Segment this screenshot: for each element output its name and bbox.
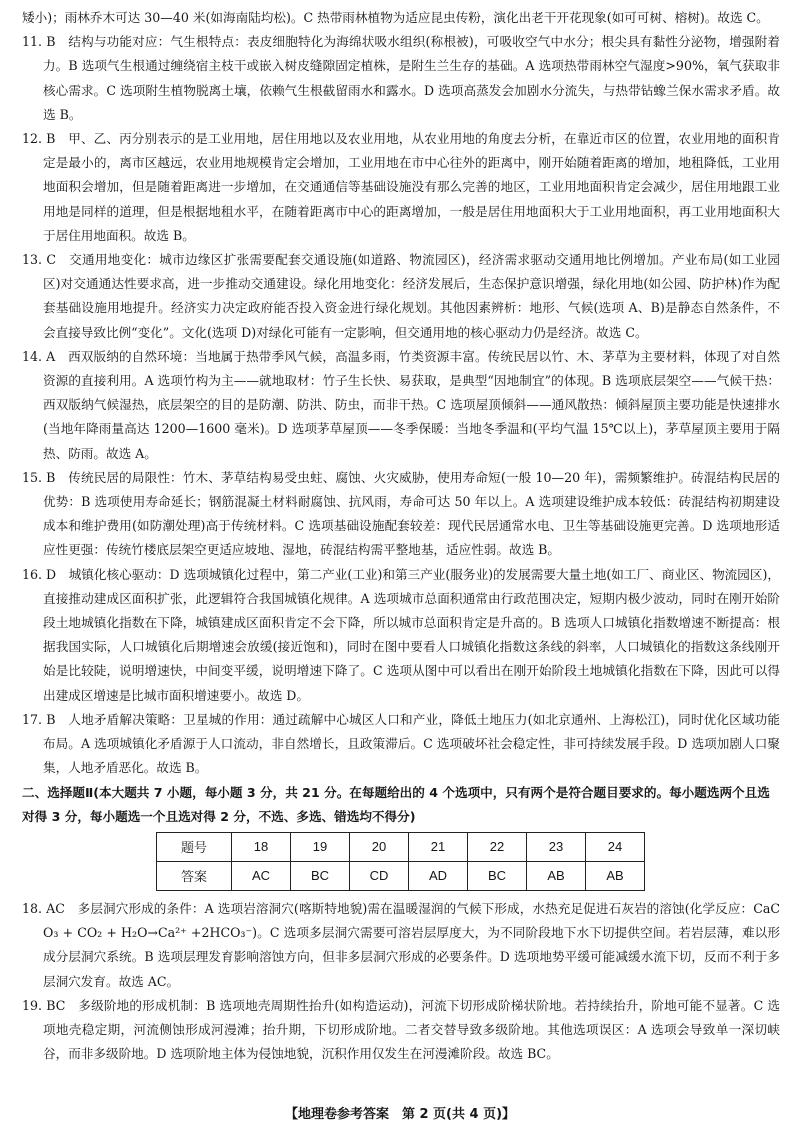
answer-cell: BC: [291, 861, 350, 890]
question-number: 18: [232, 832, 291, 861]
answer-explanation-paragraph: 16. D 城镇化核心驱动：D 选项城镇化过程中，第二产业(工业)和第三产业(服务业)的发展需要大量土地(如工厂、商业区、物流园区)，直接推动建成区面积扩张，此逻辑符合我国城镇化规律。A 选项城市总面积通常由行政范围决定，短期内极少波动，同时在刚开始阶段土地城镇化指数在下降，城镇建成区面积肯定不会下降，所以城市总面积肯定是升高的。B 选项人口城镇化指数增速不断提高：根据我国实际，人口城镇化后期增速会放缓(接近饱和)，同时在图中要看人口城镇化指数这条线的斜率，人口城镇化的指数这条线刚开始是比较陡，说明增速快，中间变平缓，说明增速下降了。C 选项从图中可以看出在刚开始阶段土地城镇化指数在下降，因此可以得出建成区增速是比城市面积增速要小。故选 D。: [22, 566, 780, 703]
question-number: 22: [468, 832, 527, 861]
explanations-part-1: [22, 6, 780, 781]
answer-explanation-paragraph: 12. B 甲、乙、丙分别表示的是工业用地，居住用地以及农业用地，从农业用地的角度去分析，在靠近市区的位置，农业用地的面积肯定是最小的，离市区越远，农业用地规模肯定会增加，工业用地在市中心往外的距离中，刚开始随着距离的增加，地租降低，工业用地面积会增加，但是随着距离进一步增加，在交通通信等基础设施没有那么完善的地区，工业用地面积肯定会减少，居住用地跟工业用地是同样的道理，但是根据地租水平，在随着距离市中心的距离增加，一般是居住用地面积大于工业用地面积，再工业用地面积大于居住用地面积。故选 B。: [22, 131, 780, 243]
answer-explanation-paragraph: 13. C 交通用地变化：城市边缘区扩张需要配套交通设施(如道路、物流园区)，经济需求驱动交通用地比例增加。产业布局(如工业园区)对交通通达性要求高，进一步推动交通建设。绿化用地变化：经济发展后，生态保护意识增强，绿化用地(如公园、防护林)作为配套基础设施用地提升。经济实力决定政府能否投入资金进行绿化规划。其他因素辨析：地形、气候(选项 A、B)是静态自然条件，不会直接导致比例“变化”。文化(选项 D)对绿化可能有一定影响，但交通用地的核心驱动力仍是经济。故选 C。: [22, 252, 780, 340]
answer-explanation-paragraph: 18. AC 多层洞穴形成的条件：A 选项岩溶洞穴(喀斯特地貌)需在温暖湿润的气候下形成，水热充足促进石灰岩的溶蚀(化学反应：CaCO₃ + CO₂ + H₂O→Ca²⁺ +2HCO₃⁻)。C 选项多层洞穴需要可溶岩层厚度大，为不同阶段地下水下切提供空间。若岩层薄，难以形成分层洞穴系统。B 选项层理发育影响溶蚀方向，但非多层洞穴形成的必要条件。D 选项地势平缓可能减缓水流下切，反而不利于多层洞穴发育。故选 AC。: [22, 900, 780, 989]
question-number: 19: [291, 832, 350, 861]
answer-explanation-paragraph: 矮小)；雨林乔木可达 30—40 米(如海南陆均松)。C 热带雨林植物为适应昆虫传粉，演化出老干开花现象(如可可树、榕树)。故选 C。: [22, 10, 769, 25]
question-number: 24: [586, 832, 645, 861]
answer-explanation-paragraph: 17. B 人地矛盾解决策略：卫星城的作用：通过疏解中心城区人口和产业，降低土地压力(如北京通州、上海松江)，同时优化区域功能布局。A 选项城镇化矛盾源于人口流动，非自然增长，且政策滞后。C 选项破坏社会稳定性，非可持续发展手段。D 选项加剧人口聚集，人地矛盾恶化。故选 B。: [22, 711, 780, 776]
answer-cell: CD: [350, 861, 409, 890]
page-footer: 【地理卷参考答案 第 2 页(共 4 页)】: [284, 1107, 516, 1122]
row-header-number: 题号: [157, 832, 232, 861]
question-number: 23: [527, 832, 586, 861]
answer-table-number-row: [157, 832, 645, 861]
answer-cell: BC: [468, 861, 527, 890]
answer-explanation-paragraph: 15. B 传统民居的局限性：竹木、茅草结构易受虫蛀、腐蚀、火灾威胁，使用寿命短(一般 10—20 年)，需频繁维护。砖混结构民居的优势：B 选项使用寿命延长；钢筋混凝土材料耐腐蚀、抗风雨，寿命可达 50 年以上。A 选项建设维护成本较低：砖混结构初期建设成本和维护费用(如防潮处理)高于传统材料。C 选项基础设施配套较差：现代民居通常水电、卫生等基础设施更完善。D 选项地形适应性更强：传统竹楼底层架空更适应坡地、湿地，砖混结构需平整地基，适应性弱。故选 B。: [22, 469, 780, 558]
answer-cell: AB: [586, 861, 645, 890]
row-header-answer: 答案: [157, 861, 232, 890]
answer-cell: AD: [409, 861, 468, 890]
answer-table: [156, 832, 645, 891]
answer-table-answer-row: [157, 861, 645, 890]
answer-cell: AC: [232, 861, 291, 890]
answer-explanation-paragraph: 11. B 结构与功能对应：气生根特点：表皮细胞特化为海绵状吸水组织(称根被)，可吸收空气中水分；根尖具有黏性分泌物，增强附着力。B 选项气生根通过缠绕宿主枝干或嵌入树皮缝隙固定植株，是附生兰生存的基础。A 选项热带雨林空气湿度>90%，氧气获取非核心需求。C 选项附生植物脱离土壤，依赖气生根截留雨水和露水。D 选项高蒸发会加剧水分流失，与热带钻蟓兰保水需求矛盾。故选 B。: [22, 34, 780, 122]
section-2-heading: 二、选择题Ⅱ(本大题共 7 小题，每小题 3 分，共 21 分。在每题给出的 4 个选项中，只有两个是符合题目要求的。每小题选两个且选对得 3 分，每小题选一个且选对得 2 分，不选、多选、错选均不得分): [22, 784, 770, 824]
explanations-part-2: [22, 897, 780, 1066]
question-number: 20: [350, 832, 409, 861]
answer-explanation-paragraph: 19. BC 多级阶地的形成机制：B 选项地壳周期性抬升(如构造运动)，河流下切形成阶梯状阶地。若持续抬升，阶地可能不显著。C 选项地壳稳定期，河流侧蚀形成河漫滩；抬升期，下切形成阶地。二者交替导致多级阶地。其他选项误区：A 选项会导致单一深切峡谷，而非多级阶地。D 选项阶地主体为侵蚀地貌，沉积作用仅发生在河漫滩阶段。故选 BC。: [22, 997, 780, 1062]
answer-explanation-paragraph: 14. A 西双版纳的自然环境：当地属于热带季风气候，高温多雨，竹类资源丰富。传统民居以竹、木、茅草为主要材料，体现了对自然资源的直接利用。A 选项竹构为主——就地取材：竹子生长快、易获取，是典型“因地制宜”的体现。B 选项底层架空——气候干热：西双版纳气候湿热，底层架空的目的是防潮、防洪、防虫，而非干热。C 选项屋顶倾斜——通风散热：倾斜屋顶主要功能是快速排水(当地年降雨量高达 1200—1600 毫米)。D 选项茅草屋顶——冬季保暖：当地冬季温和(平均气温 15℃以上)，茅草屋顶主要用于隔热、防雨。故选 A。: [22, 348, 780, 461]
answer-cell: AB: [527, 861, 586, 890]
question-number: 21: [409, 832, 468, 861]
